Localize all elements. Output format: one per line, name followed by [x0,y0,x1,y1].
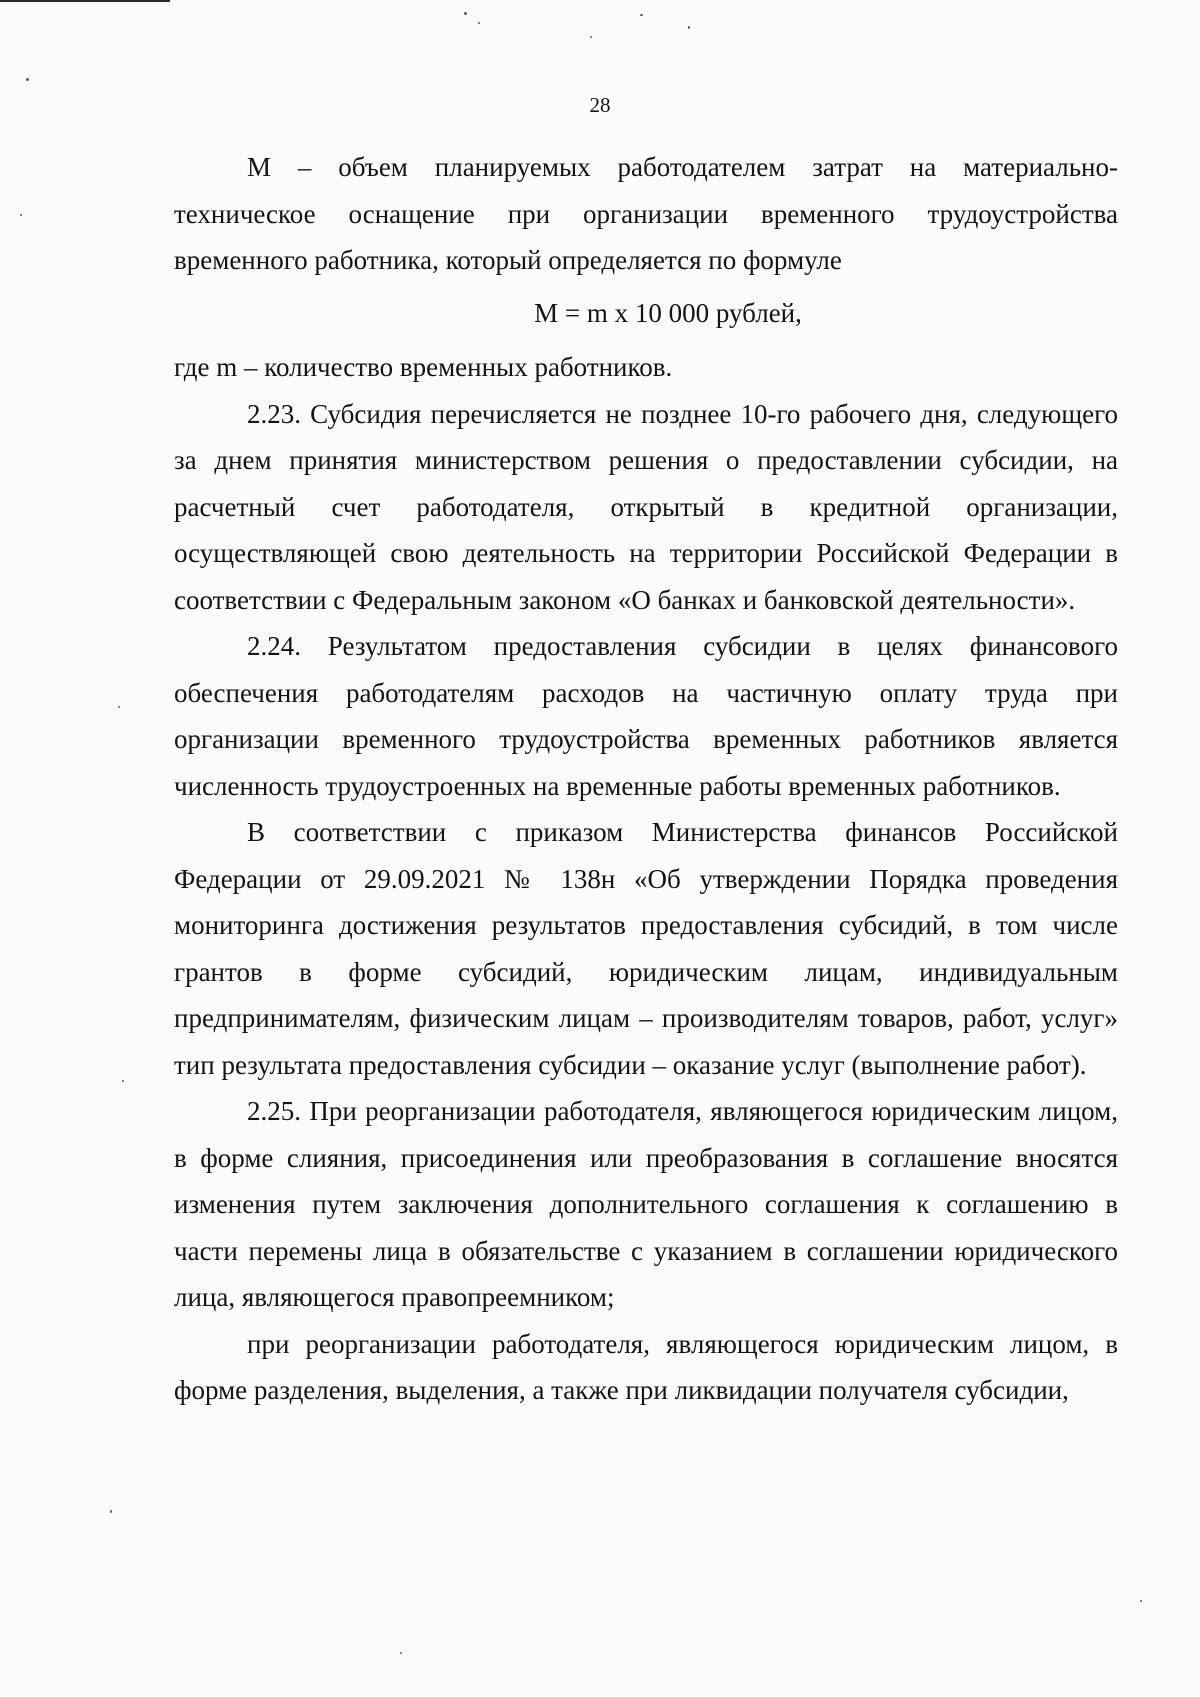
paragraph-2-23: 2.23. Субсидия перечисляется не позднее 10-го рабочего дня, следующего за днем принятия министерством решения о предоставлении субсидии, на расчетный счет работодателя, открытый в кредитной организации, осуществляющей свою деятельность на территории Российской Федерации в соответствии с Федеральным законом «О банках и банковской деятельности». [174,398,1118,615]
scan-speck [478,22,480,24]
scan-speck [640,14,643,16]
document-body [174,144,1118,1414]
scan-speck [110,1510,112,1513]
paragraph-m-variable: где m – количество временных работников. [174,352,673,382]
paragraph-2-25: 2.25. При реорганизации работодателя, являющегося юридическим лицом, в форме слияния, присоединения или преобразования в соглашение вносятся изменения путем заключения дополнительного соглашения к соглашению в части перемены лица в обязательстве с указанием в соглашении юридического лица, являющегося правопреемником; [174,1096,1118,1312]
paragraph-2-24: 2.24. Результатом предоставления субсидии в целях финансового обеспечения работодателям расходов на частичную оплату труда при организации временного трудоустройства временных работников является численность трудоустроенных на временные работы временных работников. [174,631,1118,801]
page-number: 28 [589,93,611,117]
paragraph-m-definition: М – объем планируемых работодателем затрат на материально-техническое оснащение при организации временного трудоустройства временного работника, который определяется по формуле [174,152,1118,275]
paragraph-reorganization: при реорганизации работодателя, являющегося юридическим лицом, в форме разделения, выделения, а также при ликвидации получателя субсидии, [174,1328,1118,1405]
scan-speck [590,36,592,38]
scan-speck [400,1652,402,1654]
scan-speck [26,78,29,81]
scan-speck [118,706,120,708]
scan-speck [20,214,22,216]
formula: М = m x 10 000 рублей, [534,297,802,328]
scan-edge-line [0,0,170,2]
scan-speck [688,26,690,29]
scan-speck [464,12,467,15]
paragraph-minfin-order: В соответствии с приказом Министерства финансов Российской Федерации от 29.09.2021 № 138н «Об утверждении Порядка проведения мониторинга достижения результатов предоставления субсидий, в том числе грантов в форме субсидий, юридическим лицам, индивидуальным предпринимателям, физическим лицам – производителям товаров, работ, услуг» тип результата предоставления субсидии – оказание услуг (выполнение работ). [174,817,1118,1080]
scan-speck [1140,1600,1142,1602]
scan-speck [122,1080,124,1082]
